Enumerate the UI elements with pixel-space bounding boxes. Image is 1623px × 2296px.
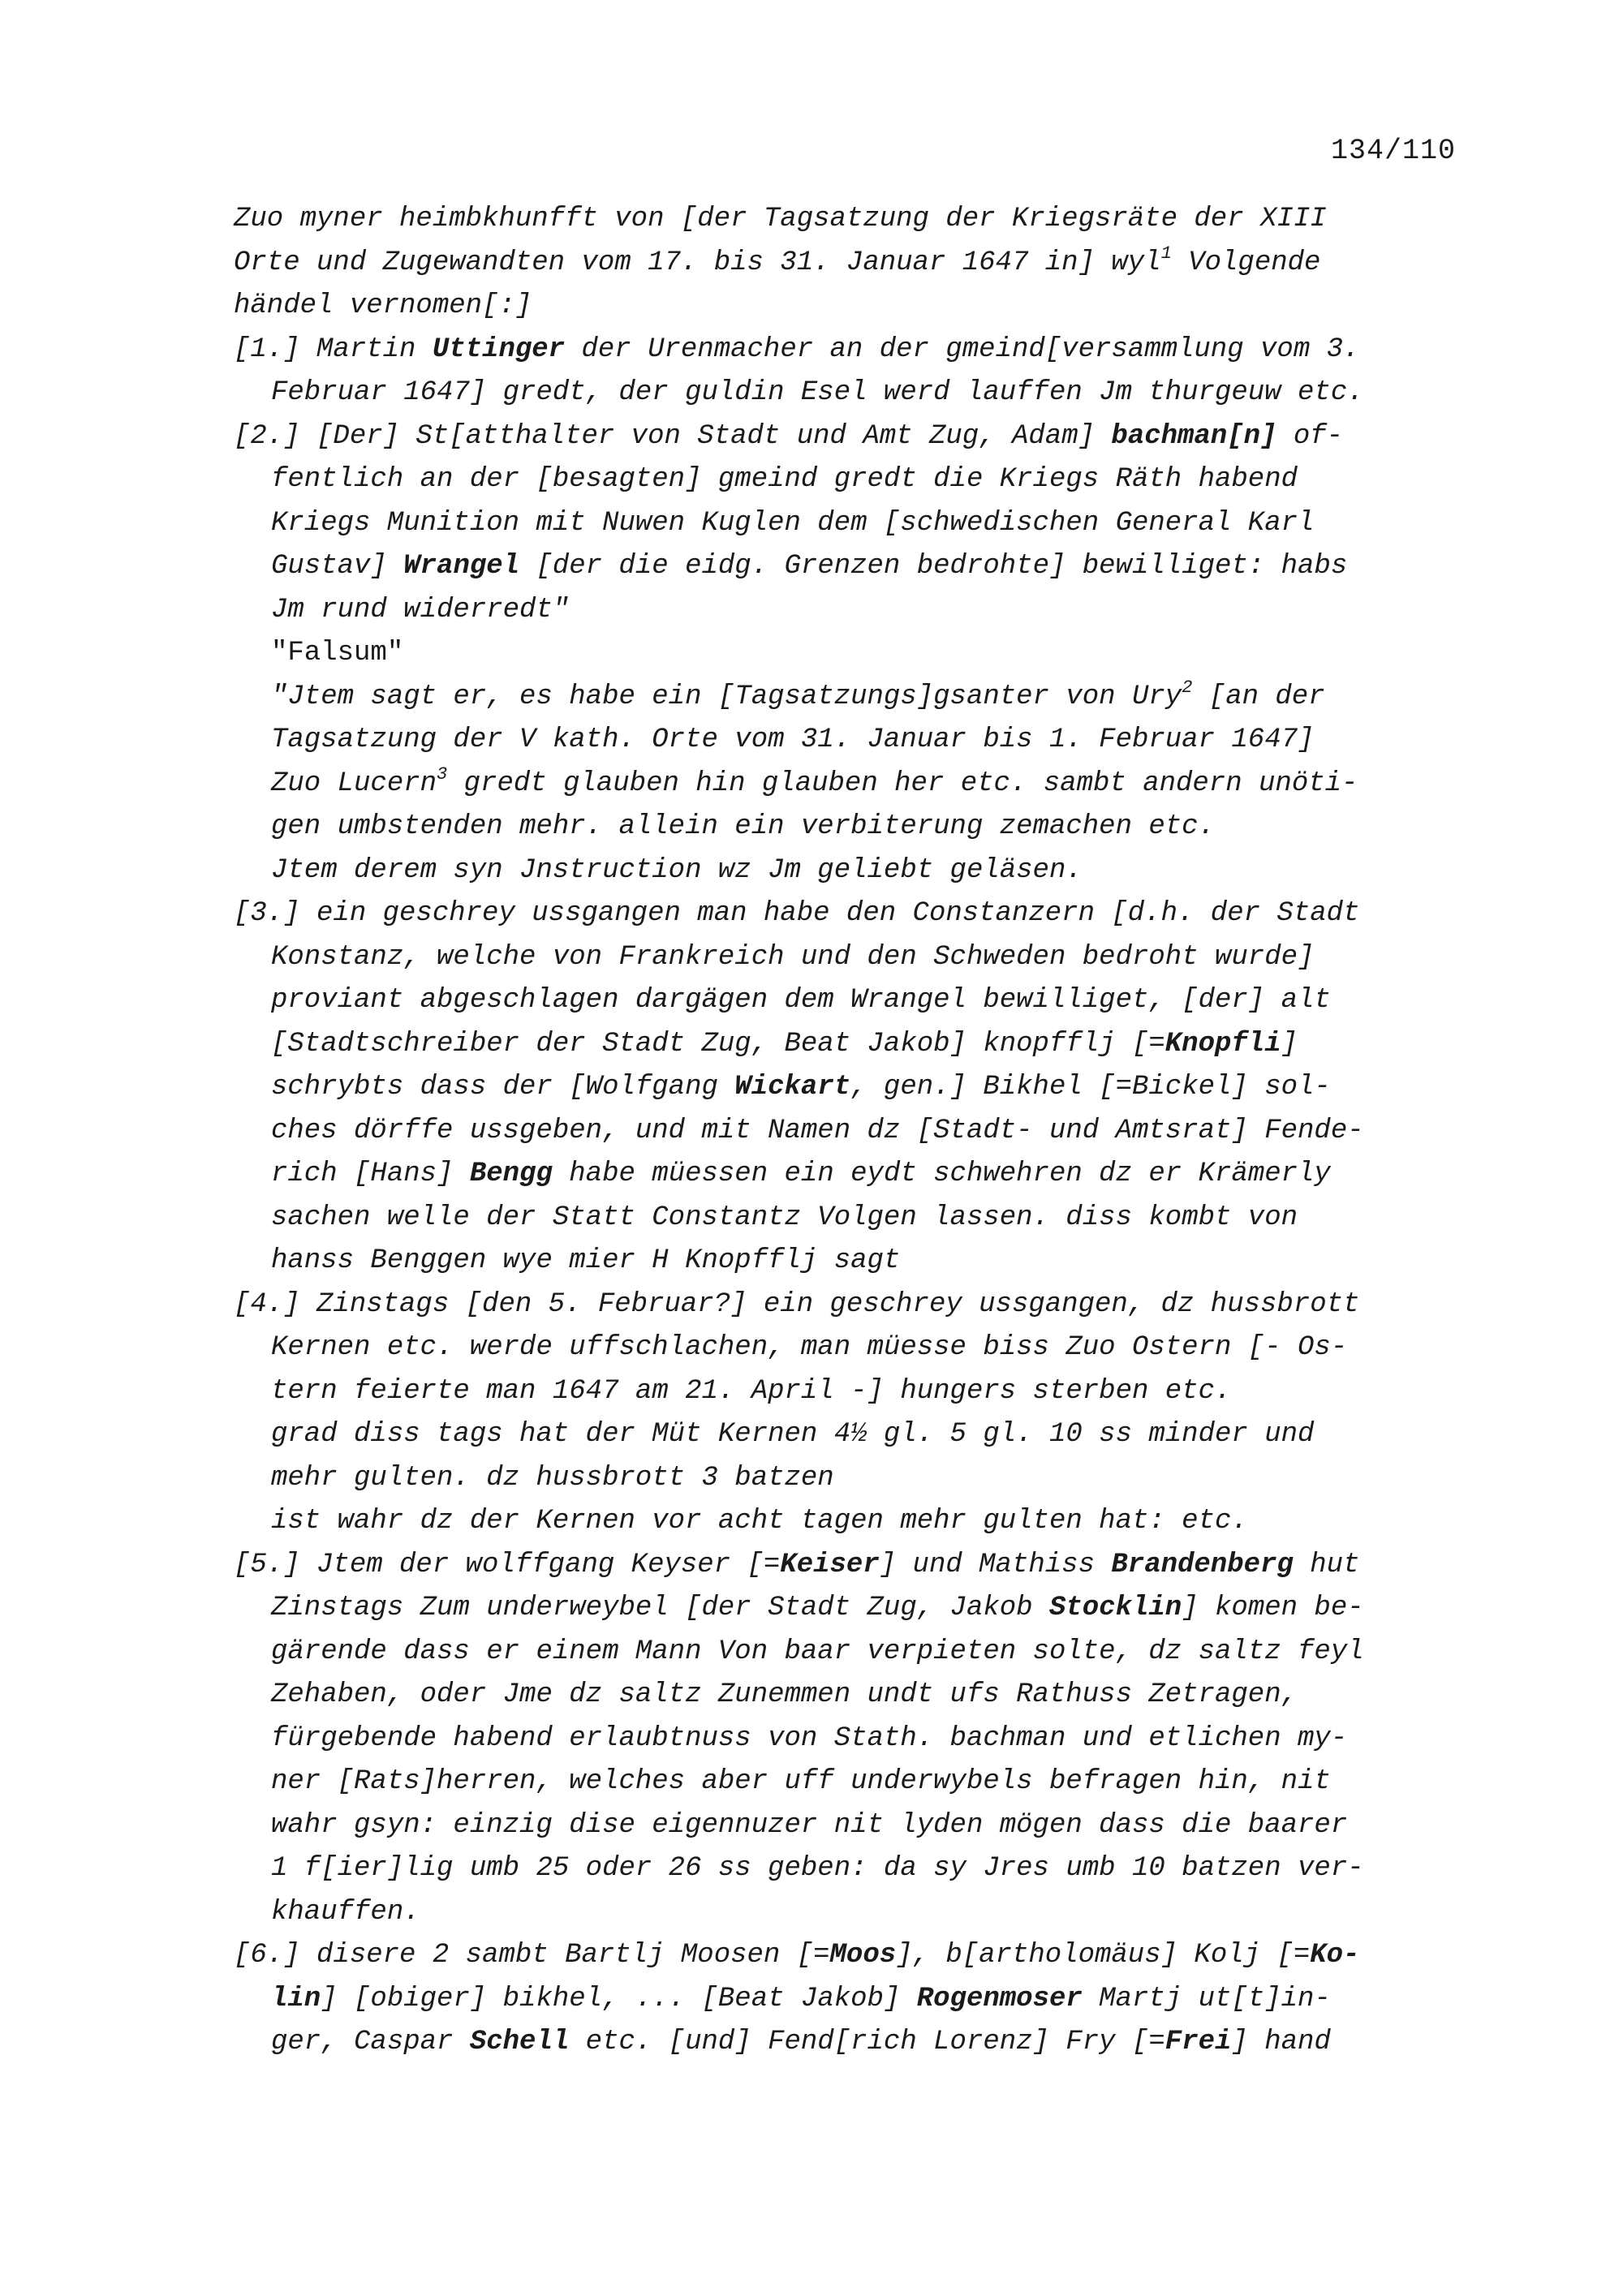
text-line: proviant abgeschlagen dargägen dem Wrangel bewilliget, [der] alt	[271, 985, 1331, 1016]
text-line: hanss Benggen wye mier H Knopfflj sagt	[271, 1245, 901, 1276]
text-line: "Falsum"	[271, 638, 404, 669]
text-line: Orte und Zugewandten vom 17. bis 31. Januar 1647 in] wyl$^1$ Volgende	[234, 243, 1321, 278]
text-line: khauffen.	[271, 1896, 420, 1928]
text-line: Konstanz, welche von Frankreich und den Schweden bedroht wurde]	[271, 941, 1315, 973]
text-line: Zinstags Zum underweybel [der Stadt Zug, Jakob Stocklin] komen be-	[271, 1593, 1364, 1623]
text-line: händel vernomen[:]	[234, 290, 532, 321]
text-line: gen umbstenden mehr. allein ein verbiterung zemachen etc.	[271, 811, 1215, 842]
text-line: ist wahr dz der Kernen vor acht tagen mehr gulten hat: etc.	[271, 1506, 1248, 1537]
text-line: grad diss tags hat der Müt Kernen 4½ gl. 5 gl. 10 ss minder und	[271, 1419, 1315, 1450]
text-line: [4.] Zinstags [den 5. Februar?] ein geschrey ussgangen, dz hussbrott	[234, 1288, 1360, 1320]
text-line: [5.] Jtem der wolffgang Keyser [=Keiser] und Mathiss Brandenberg hut	[234, 1549, 1360, 1580]
text-line: Zuo Lucern$^3$ gredt glauben hin glauben her etc. sambt andern unöti-	[271, 763, 1358, 799]
text-line: [2.] [Der] St[atthalter von Stadt und Amt Zug, Adam] bachman[n] of-	[234, 420, 1344, 452]
text-line: lin] [obiger] bikhel, ... [Beat Jakob] Rogenmoser Martj ut[t]in-	[271, 1983, 1331, 2014]
text-line: [3.] ein geschrey ussgangen man habe den Constanzern [d.h. der Stadt	[234, 898, 1360, 929]
page-number: 134/110	[1331, 135, 1457, 167]
text-line: wahr gsyn: einzig dise eigennuzer nit lyden mögen dass die baarer	[271, 1809, 1348, 1841]
text-line: Zehaben, oder Jme dz saltz Zunemmen undt ufs Rathuss Zetragen,	[271, 1679, 1298, 1710]
text-line: sachen welle der Statt Constantz Volgen lassen. diss kombt von	[271, 1202, 1298, 1233]
text-line: Jtem derem syn Jnstruction wz Jm geliebt geläsen.	[271, 854, 1083, 886]
text-line: Kernen etc. werde uffschlachen, man müesse biss Zuo Ostern [- Os-	[271, 1332, 1348, 1363]
text-line: gärende dass er einem Mann Von baar verpieten solte, dz saltz feyl	[271, 1636, 1364, 1667]
text-line: Zuo myner heimbkhunfft von [der Tagsatzung der Kriegsräte der XIII	[234, 204, 1327, 234]
text-line: fentlich an der [besagten] gmeind gredt die Kriegs Räth habend	[271, 464, 1298, 495]
text-line: Tagsatzung der V kath. Orte vom 31. Januar bis 1. Februar 1647]	[271, 724, 1315, 755]
text-line: ner [Rats]herren, welches aber uff underwybels befragen hin, nit	[271, 1766, 1331, 1797]
text-line: Februar 1647] gredt, der guldin Esel werd lauffen Jm thurgeuw etc.	[271, 377, 1364, 408]
text-line: [6.] disere 2 sambt Bartlj Moosen [=Moos], b[artholomäus] Kolj [=Ko-	[234, 1940, 1360, 1971]
text-line: Jm rund widerredt"	[271, 594, 570, 626]
document-body	[234, 198, 1475, 2065]
text-line: mehr gulten. dz hussbrott 3 batzen	[271, 1462, 834, 1494]
text-line: Gustav] Wrangel [der die eidg. Grenzen bedrohte] bewilliget: habs	[271, 551, 1348, 582]
text-line: [1.] Martin Uttinger der Urenmacher an der gmeind[versammlung vom 3.	[234, 333, 1360, 365]
text-line: tern feierte man 1647 am 21. April -] hungers sterben etc.	[271, 1375, 1232, 1407]
text-line: fürgebende habend erlaubtnuss von Stath. bachman und etlichen my-	[271, 1722, 1348, 1754]
text-line: [Stadtschreiber der Stadt Zug, Beat Jakob] knopfflj [=Knopfli]	[271, 1028, 1298, 1060]
text-line: schrybts dass der [Wolfgang Wickart, gen.] Bikhel [=Bickel] sol-	[271, 1072, 1331, 1103]
text-line: ger, Caspar Schell etc. [und] Fend[rich Lorenz] Fry [=Frei] hand	[271, 2027, 1331, 2057]
text-line: rich [Hans] Bengg habe müessen ein eydt schwehren dz er Krämerly	[271, 1159, 1331, 1189]
text-line: Kriegs Munition mit Nuwen Kuglen dem [schwedischen General Karl	[271, 507, 1315, 539]
text-line: "Jtem sagt er, es habe ein [Tagsatzungs]gsanter von Ury$^2$ [an der	[271, 677, 1325, 712]
text-line: ches dörffe ussgeben, und mit Namen dz [Stadt- und Amtsrat] Fende-	[271, 1115, 1364, 1146]
text-line: 1 f[ier]lig umb 25 oder 26 ss geben: da sy Jres umb 10 batzen ver-	[271, 1853, 1364, 1884]
